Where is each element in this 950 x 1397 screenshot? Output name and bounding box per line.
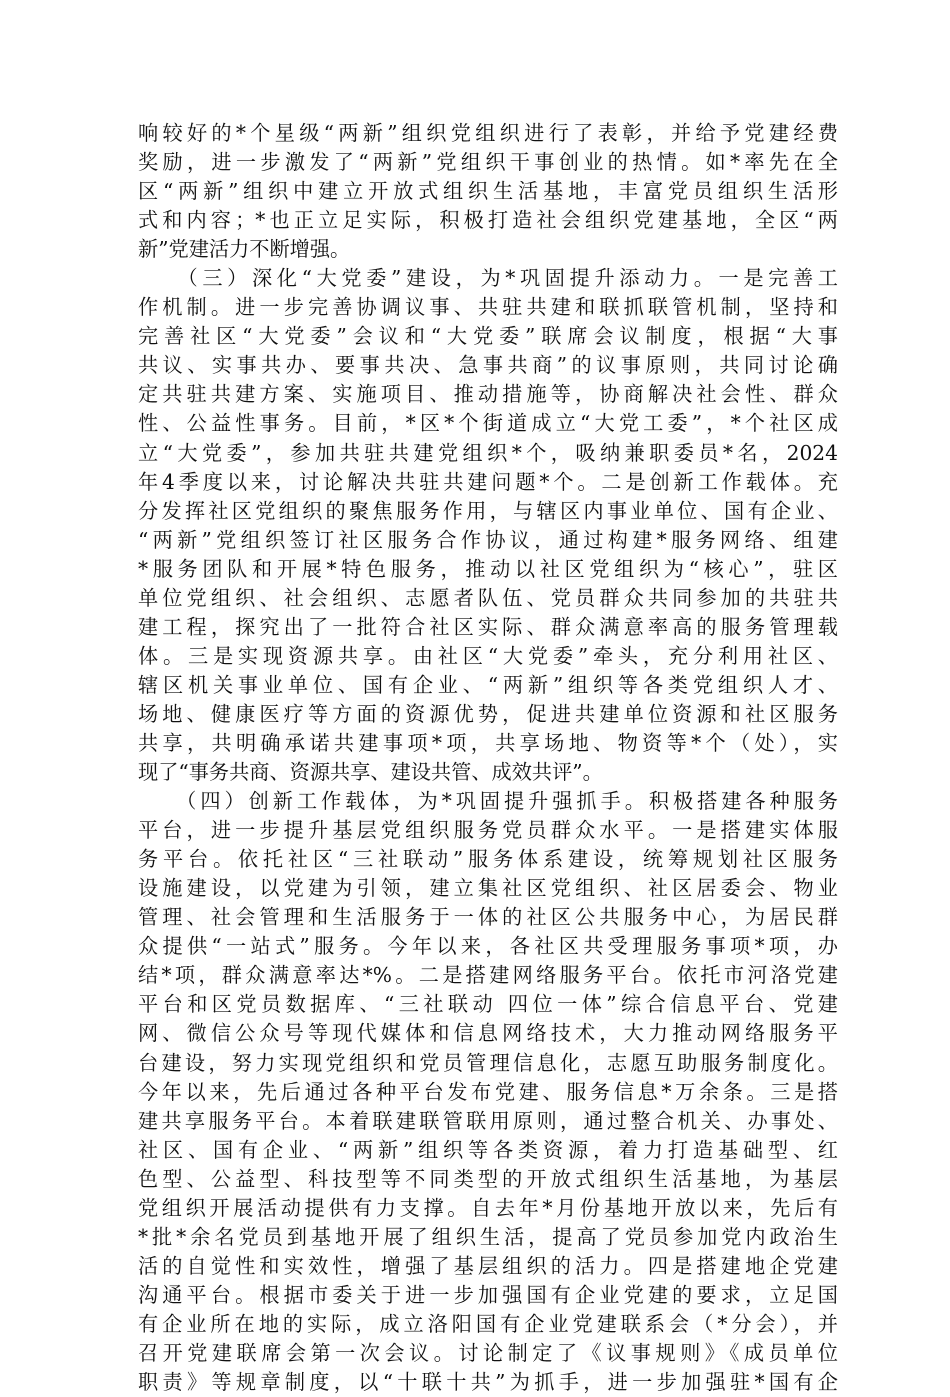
text-line: “两新”党组织签订社区服务合作协议，通过构建*服务网络、组建 (138, 527, 838, 552)
text-line: 平台，进一步提升基层党组织服务党员群众水平。一是搭建实体服 (138, 818, 838, 843)
text-line: 色型、公益型、科技型等不同类型的开放式组织生活基地，为基层 (138, 1166, 838, 1191)
text-line: 今年以来，先后通过各种平台发布党建、服务信息*万余条。三是搭 (138, 1079, 838, 1104)
text-line: 职责》等规章制度，以“十联十共”为抓手，进一步加强驻*国有企 (138, 1370, 838, 1395)
text-line: 党组织开展活动提供有力支撑。自去年*月份基地开放以来，先后有 (138, 1195, 838, 1220)
text-line: 社区、国有企业、“两新”组织等各类资源，着力打造基础型、红 (138, 1137, 838, 1162)
text-line: 众提供“一站式”服务。今年以来，各社区共受理服务事项*项，办 (138, 934, 838, 959)
text-line: 作机制。进一步完善协调议事、共驻共建和联抓联管机制，坚持和 (138, 295, 838, 320)
text-line: 建工程，探究出了一批符合社区实际、群众满意率高的服务管理载 (138, 614, 838, 639)
text-line: 现了“事务共商、资源共享、建设共管、成效共评”。 (138, 760, 603, 785)
text-line: 响较好的*个星级“两新”组织党组织进行了表彰，并给予党建经费 (138, 121, 838, 145)
text-line: 务平台。依托社区“三社联动”服务体系建设，统筹规划社区服务 (138, 847, 838, 872)
text-line: 活的自觉性和实效性，增强了基层组织的活力。四是搭建地企党建 (138, 1253, 838, 1278)
text-line: 体。三是实现资源共享。由社区“大党委”牵头，充分利用社区、 (138, 643, 838, 668)
text-line: 式和内容；*也正立足实际，积极打造社会组织党建基地，全区“两 (138, 208, 838, 233)
text-line: 沟通平台。根据市委关于进一步加强国有企业党建的要求，立足国 (138, 1282, 838, 1307)
text-line: 管理、社会管理和生活服务于一体的社区公共服务中心，为居民群 (138, 905, 838, 930)
text-line: 性、公益性事务。目前，*区*个街道成立“大党工委”，*个社区成 (138, 411, 838, 436)
text-line: *批*余名党员到基地开展了组织生活，提高了党员参加党内政治生 (138, 1224, 838, 1249)
text-line: 分发挥社区党组织的聚焦服务作用，与辖区内事业单位、国有企业、 (138, 498, 838, 523)
text-line: 台建设，努力实现党组织和党员管理信息化，志愿互助服务制度化。 (138, 1050, 838, 1075)
text-line: 新”党建活力不断增强。 (138, 237, 351, 262)
text-line: 单位党组织、社会组织、志愿者队伍、党员群众共同参加的共驻共 (138, 585, 838, 610)
text-line: 定共驻共建方案、实施项目、推动措施等，协商解决社会性、群众 (138, 382, 838, 407)
text-line: 奖励，进一步激发了“两新”党组织干事创业的热情。如*率先在全 (138, 150, 838, 175)
text-line: 平台和区党员数据库、“三社联动 四位一体”综合信息平台、党建 (138, 992, 838, 1017)
text-line: 有企业所在地的实际，成立洛阳国有企业党建联系会（*分会），并 (138, 1311, 838, 1336)
text-line: 辖区机关事业单位、国有企业、“两新”组织等各类党组织人才、 (138, 672, 838, 697)
text-line: *服务团队和开展*特色服务，推动以社区党组织为“核心”，驻区 (138, 556, 838, 581)
text-line: 设施建设，以党建为引领，建立集社区党组织、社区居委会、物业 (138, 876, 838, 901)
section-heading-line: （三）深化“大党委”建设，为*巩固提升添动力。一是完善工 (138, 266, 838, 291)
text-line: 召开党建联席会第一次会议。讨论制定了《议事规则》《成员单位 (138, 1340, 838, 1365)
text-line: 区“两新”组织中建立开放式组织生活基地，丰富党员组织生活形 (138, 179, 838, 204)
text-line: 建共享服务平台。本着联建联管联用原则，通过整合机关、办事处、 (138, 1108, 838, 1133)
text-line: 立“大党委”，参加共驻共建党组织*个，吸纳兼职委员*名，2024 (138, 440, 838, 465)
text-line: 完善社区“大党委”会议和“大党委”联席会议制度，根据“大事 (138, 324, 838, 349)
document-body (138, 119, 838, 1397)
text-line: 年4季度以来，讨论解决共驻共建问题*个。二是创新工作载体。充 (138, 469, 838, 494)
text-line: 共议、实事共办、要事共决、急事共商”的议事原则，共同讨论确 (138, 353, 838, 378)
text-line: 结*项，群众满意率达*%。二是搭建网络服务平台。依托市河洛党建 (138, 963, 838, 988)
text-line: 共享，共明确承诺共建事项*项，共享场地、物资等*个（处），实 (138, 730, 838, 755)
text-line: 场地、健康医疗等方面的资源优势，促进共建单位资源和社区服务 (138, 701, 838, 726)
text-line: 网、微信公众号等现代媒体和信息网络技术，大力推动网络服务平 (138, 1021, 838, 1046)
section-heading-line: （四）创新工作载体，为*巩固提升强抓手。积极搭建各种服务 (138, 789, 838, 814)
